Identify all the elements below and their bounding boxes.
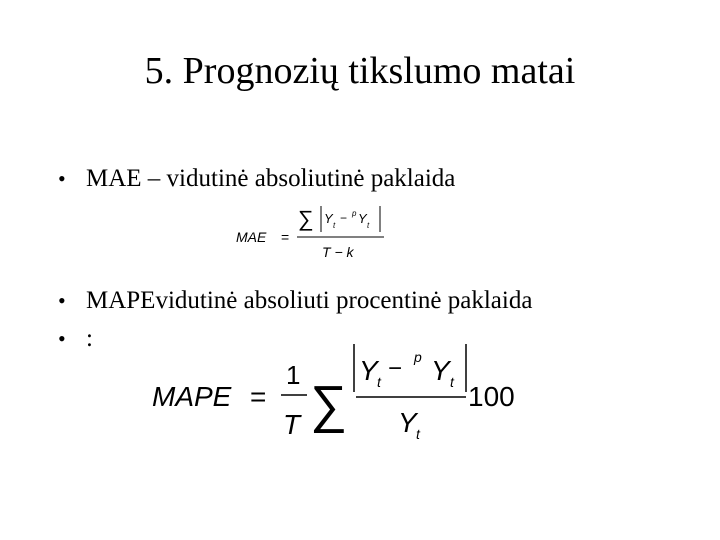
mape-num-y1: Y bbox=[359, 355, 378, 386]
mape-num-sup-p: p bbox=[414, 349, 422, 365]
mae-formula bbox=[234, 202, 394, 266]
mae-num-sub2: t bbox=[367, 221, 370, 230]
bullet-dot: • bbox=[58, 166, 66, 191]
mape-den-sub: t bbox=[416, 426, 420, 442]
bullet-text: MAPEvidutinė absoliuti procentinė paklaida bbox=[86, 287, 533, 314]
mape-num-y2: Y bbox=[431, 355, 450, 386]
mae-sum-sign: ∑ bbox=[298, 206, 314, 231]
mae-num-sup-p: p bbox=[352, 209, 357, 218]
bullet-item-colon bbox=[58, 324, 93, 354]
mae-num-y1: Y bbox=[324, 211, 333, 226]
mape-sum-sign: ∑ bbox=[310, 376, 348, 434]
mape-num-sub2: t bbox=[450, 374, 454, 390]
bullet-text: : bbox=[86, 325, 93, 352]
bullet-dot: • bbox=[58, 326, 66, 351]
mae-num-minus: − bbox=[340, 211, 348, 225]
mae-denominator: T − k bbox=[322, 244, 354, 260]
mape-frac-numerator: 1 bbox=[286, 360, 301, 390]
mae-num-sub1: t bbox=[333, 221, 336, 230]
slide-title: 5. Prognozių tikslumo matai bbox=[144, 50, 576, 92]
mape-factor: 100 bbox=[468, 381, 515, 412]
bullet-item-mae bbox=[58, 164, 455, 194]
mae-lhs: MAE bbox=[236, 229, 267, 245]
mape-den-y: Y bbox=[398, 407, 417, 438]
bullet-text: MAE – vidutinė absoliutinė paklaida bbox=[86, 165, 456, 192]
mape-lhs: MAPE bbox=[152, 381, 232, 412]
mape-equals: = bbox=[250, 381, 267, 412]
bullet-item-mape bbox=[58, 286, 532, 316]
mae-equals: = bbox=[281, 229, 290, 245]
mape-num-minus: − bbox=[388, 355, 403, 382]
bullet-dot: • bbox=[58, 288, 66, 313]
mape-frac-denominator: T bbox=[283, 409, 301, 440]
mae-num-y2: Y bbox=[358, 211, 367, 226]
mape-num-sub1: t bbox=[377, 374, 381, 390]
mape-formula bbox=[150, 338, 530, 452]
